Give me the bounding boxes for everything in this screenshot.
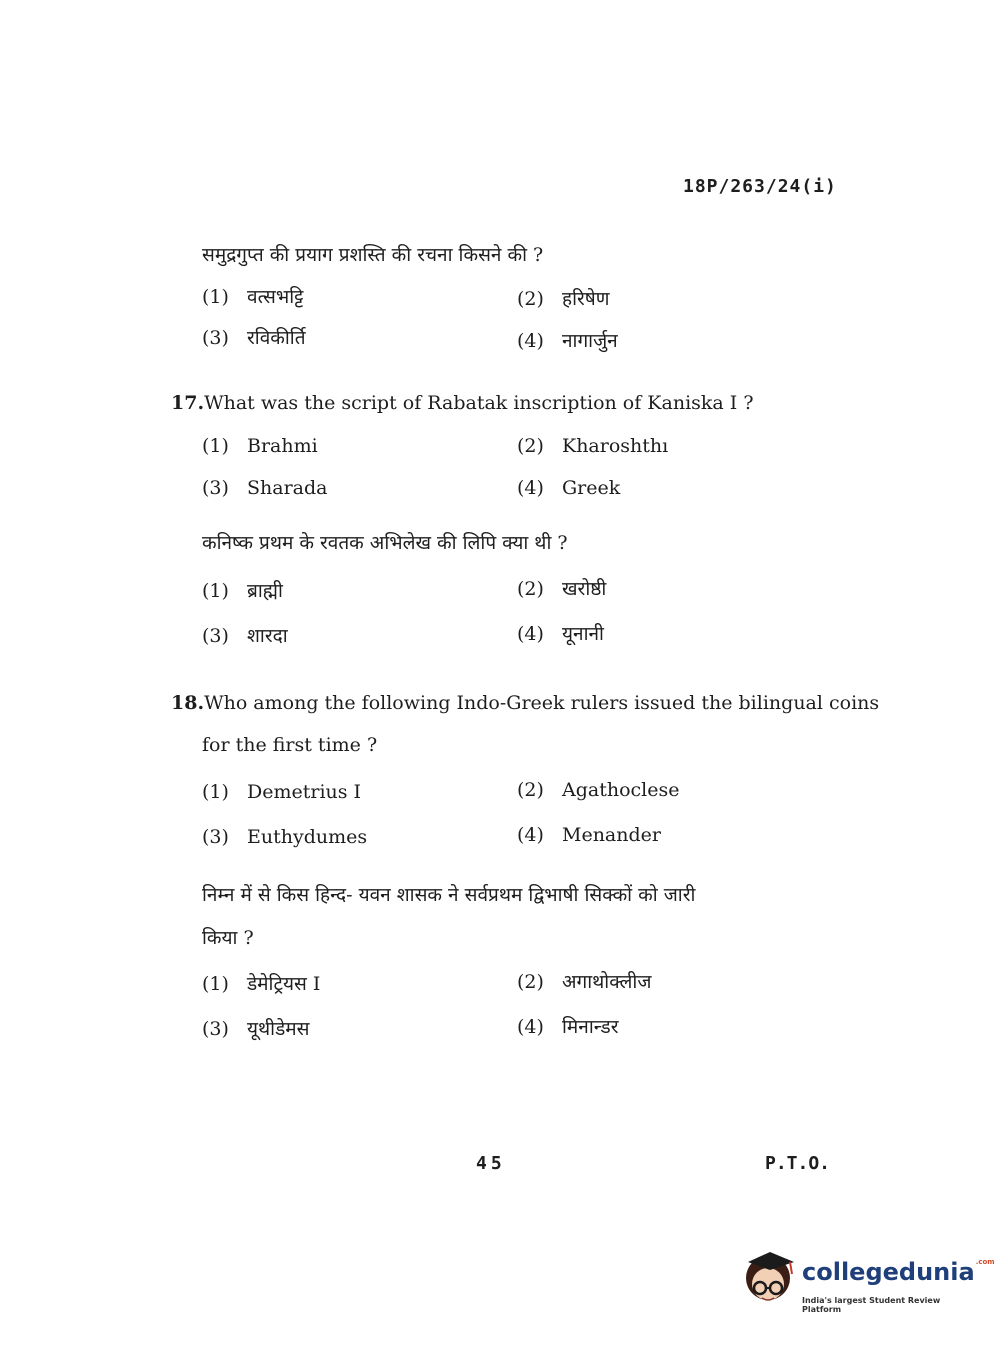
q18-option-3: (3) Euthydumes: [202, 826, 368, 848]
q17-option-3: (3) Sharada: [202, 477, 328, 499]
collegedunia-logo: [740, 1248, 995, 1318]
q18-option-2: (2) Agathoclese: [517, 779, 680, 801]
q17-question: 17.What was the script of Rabatak inscription of Kaniska I ?: [171, 392, 754, 414]
logo-tagline: India's largest Student Review Platform: [802, 1296, 941, 1314]
paper-code: 18P/263/24(i): [683, 176, 837, 197]
q18-question-line1: 18.Who among the following Indo-Greek rulers issued the bilingual coins: [171, 692, 880, 714]
q18-question-line2: for the first time ?: [202, 734, 378, 756]
q18-hindi-option-1: (1) डेमेट्रियस I: [202, 973, 321, 995]
q18-option-1: (1) Demetrius I: [202, 781, 362, 803]
q17-hindi-option-4: (4) यूनानी: [517, 623, 604, 645]
q17-hindi-option-1: (1) ब्राह्मी: [202, 580, 283, 602]
q18-option-4: (4) Menander: [517, 824, 661, 846]
q18-hindi-question-line1: निम्न में से किस हिन्द- यवन शासक ने सर्वप्रथम द्विभाषी सिक्कों को जारी: [202, 884, 696, 906]
page-number: 45: [476, 1153, 506, 1174]
q17-hindi-option-2: (2) खरोष्ठी: [517, 578, 607, 600]
pto-label: P.T.O.: [765, 1153, 831, 1174]
q17-option-2: (2) Kharoshthı: [517, 435, 669, 457]
q18-hindi-question-line2: किया ?: [202, 927, 254, 949]
q16-hindi-option-4: (4) नागार्जुन: [517, 330, 618, 352]
q18-hindi-option-4: (4) मिनान्डर: [517, 1016, 619, 1038]
q16-hindi-question: समुद्रगुप्त की प्रयाग प्रशस्ति की रचना किसने की ?: [202, 244, 544, 266]
q17-option-1: (1) Brahmi: [202, 435, 318, 457]
q17-hindi-option-3: (3) शारदा: [202, 625, 288, 647]
q17-option-4: (4) Greek: [517, 477, 621, 499]
mascot-icon: [740, 1248, 800, 1314]
q18-hindi-option-2: (2) अगाथोक्लीज: [517, 971, 652, 993]
q16-hindi-option-1: (1) वत्सभट्टि: [202, 286, 304, 308]
q16-hindi-option-3: (3) रविकीर्ति: [202, 327, 306, 349]
q17-hindi-question: कनिष्क प्रथम के रवतक अभिलेख की लिपि क्या थी ?: [202, 532, 568, 554]
q16-hindi-option-2: (2) हरिषेण: [517, 288, 610, 310]
q18-hindi-option-3: (3) यूथीडेमस: [202, 1018, 310, 1040]
logo-wordmark: collegedunia$^{.com}$: [802, 1258, 995, 1286]
